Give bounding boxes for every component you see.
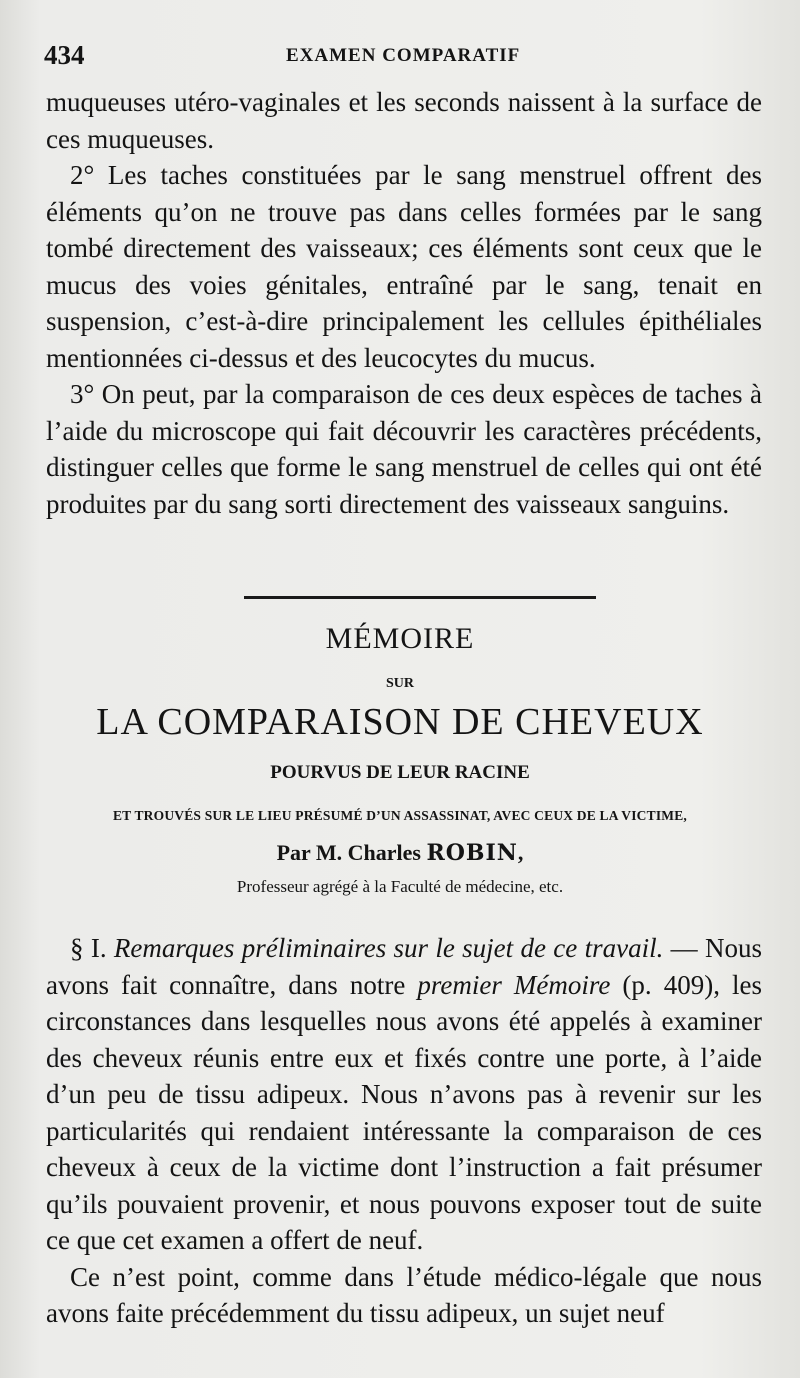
paragraph-italic-ref: premier Mémoire — [417, 969, 611, 1000]
paragraph-last: Ce n’est point, comme dans l’étude médico-légale que nous avons faite précédemment du tissu adipeux, un sujet neuf — [46, 1261, 762, 1328]
section-mark: § I. — [70, 933, 107, 963]
author-name: ROBIN — [426, 840, 518, 866]
page-number: 434 — [44, 40, 85, 70]
bottom-text-block — [46, 930, 762, 1332]
sur-heading: SUR — [385, 676, 414, 691]
subtitle-line-1: POURVUS DE LEUR RACINE — [270, 762, 530, 783]
paragraph-point-2: 2° Les taches constituées par le sang menstruel offrent des éléments qu’on ne trouve pas dans celles formées par le sang tombé directement des vaisseaux; ces éléments sont ceux que le mucus des voies génitales, entraîné par le sang, tenait en suspension, c’est-à-dire principalement les cellules épithéliales mentionnées ci-dessus et des leucocytes du mucus. — [46, 160, 762, 373]
running-head: EXAMEN COMPARATIF — [286, 45, 521, 66]
author-suffix: , — [517, 840, 524, 865]
subtitle-line-2: ET TROUVÉS SUR LE LIEU PRÉSUMÉ D’UN ASSASSINAT, AVEC CEUX DE LA VICTIME, — [112, 808, 688, 823]
section-paragraph — [46, 930, 762, 1259]
section-title: Remarques préliminaires sur le sujet de ce travail. — [113, 933, 664, 963]
author-line — [0, 840, 800, 866]
top-text-block — [46, 84, 762, 522]
page-header — [44, 40, 764, 74]
author-affiliation: Professeur agrégé à la Faculté de médecine, etc. — [236, 877, 564, 896]
main-title: LA COMPARAISON DE CHEVEUX — [96, 701, 704, 743]
section-divider — [244, 596, 596, 599]
paragraph-text-a: — Nous avons fait connaître, dans notre — [46, 933, 763, 1000]
memoire-heading: MÉMOIRE — [325, 622, 475, 655]
paragraph-point-3: 3° On peut, par la comparaison de ces deux espèces de taches à l’aide du microscope qui fait découvrir les caractères précédents, distinguer celles que forme le sang menstruel de celles qui ont été produites par du sang sorti directement des vaisseaux sanguins. — [46, 379, 762, 519]
paragraph-text-b: (p. 409), les circonstances dans lesquelles nous avons été appelés à examiner des cheveux réunis entre eux et fixés contre une porte, à l’aide d’un peu de tissu adipeux. Nous n’avons pas à revenir sur les particularités qui rendaient intéressante la comparaison de ces cheveux à ceux de la victime dont l’instruction a fait présumer qu’ils pouvaient provenir, et nous pouvons exposer tout de suite ce que cet examen a offert de neuf. — [46, 969, 762, 1255]
paragraph-continuation: muqueuses utéro-vaginales et les seconds naissent à la surface de ces muqueuses. — [46, 87, 762, 154]
author-prefix: Par M. Charles — [276, 840, 421, 865]
